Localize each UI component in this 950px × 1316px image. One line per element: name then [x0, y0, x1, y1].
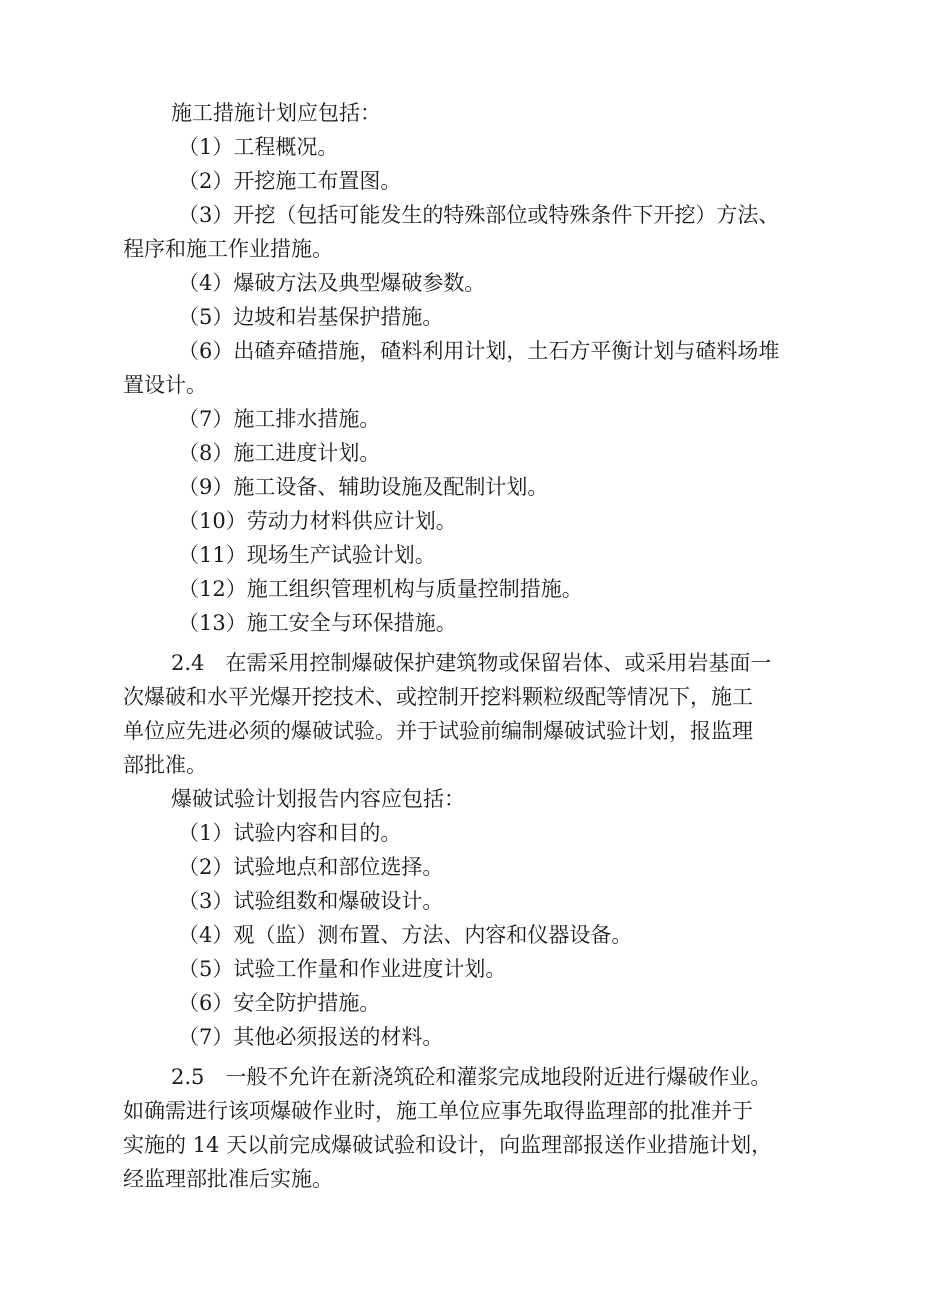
paragraph-line: 如确需进行该项爆破作业时，施工单位应事先取得监理部的批准并于	[123, 1099, 753, 1123]
paragraph-line: 单位应先进必须的爆破试验。并于试验前编制爆破试验计划，报监理	[123, 719, 753, 743]
list-item: （5）边坡和岩基保护措施。	[178, 305, 444, 329]
list-item: （2）试验地点和部位选择。	[178, 855, 444, 879]
list-item: （3）开挖（包括可能发生的特殊部位或特殊条件下开挖）方法、	[178, 203, 780, 227]
list-item: （1）试验内容和目的。	[178, 821, 402, 845]
list-item: （11）现场生产试验计划。	[178, 543, 436, 567]
paragraph-line: 实施的 14 天以前完成爆破试验和设计，向监理部报送作业措施计划，	[123, 1133, 773, 1157]
list-item: （6）安全防护措施。	[178, 991, 381, 1015]
section-paragraph: 2.5 一般不允许在新浇筑砼和灌浆完成地段附近进行爆破作业。	[171, 1065, 772, 1089]
list-item: （2）开挖施工布置图。	[178, 169, 402, 193]
list-item: （4）观（监）测布置、方法、内容和仪器设备。	[178, 923, 633, 947]
list-item: （1）工程概况。	[178, 135, 339, 159]
list-item-continuation: 程序和施工作业措施。	[123, 237, 333, 261]
list-item: （12）施工组织管理机构与质量控制措施。	[178, 577, 583, 601]
list-item: （6）出碴弃碴措施，碴料利用计划，土石方平衡计划与碴料场堆	[178, 339, 780, 363]
list-item-continuation: 置设计。	[123, 373, 207, 397]
list-item: （10）劳动力材料供应计划。	[178, 509, 457, 533]
list-item: （4）爆破方法及典型爆破参数。	[178, 271, 486, 295]
paragraph-line: 部批准。	[123, 753, 207, 777]
list-item: （7）其他必须报送的材料。	[178, 1025, 444, 1049]
paragraph-heading: 施工措施计划应包括：	[171, 101, 381, 125]
paragraph-line: 次爆破和水平光爆开挖技术、或控制开挖料颗粒级配等情况下，施工	[123, 685, 753, 709]
list-item: （13）施工安全与环保措施。	[178, 611, 457, 635]
paragraph-heading: 爆破试验计划报告内容应包括：	[171, 787, 465, 811]
list-item: （7）施工排水措施。	[178, 407, 381, 431]
section-paragraph: 2.4 在需采用控制爆破保护建筑物或保留岩体、或采用岩基面一	[171, 651, 772, 675]
list-item: （5）试验工作量和作业进度计划。	[178, 957, 507, 981]
list-item: （9）施工设备、辅助设施及配制计划。	[178, 475, 549, 499]
paragraph-line: 经监理部批准后实施。	[123, 1167, 333, 1191]
list-item: （8）施工进度计划。	[178, 441, 381, 465]
list-item: （3）试验组数和爆破设计。	[178, 889, 444, 913]
